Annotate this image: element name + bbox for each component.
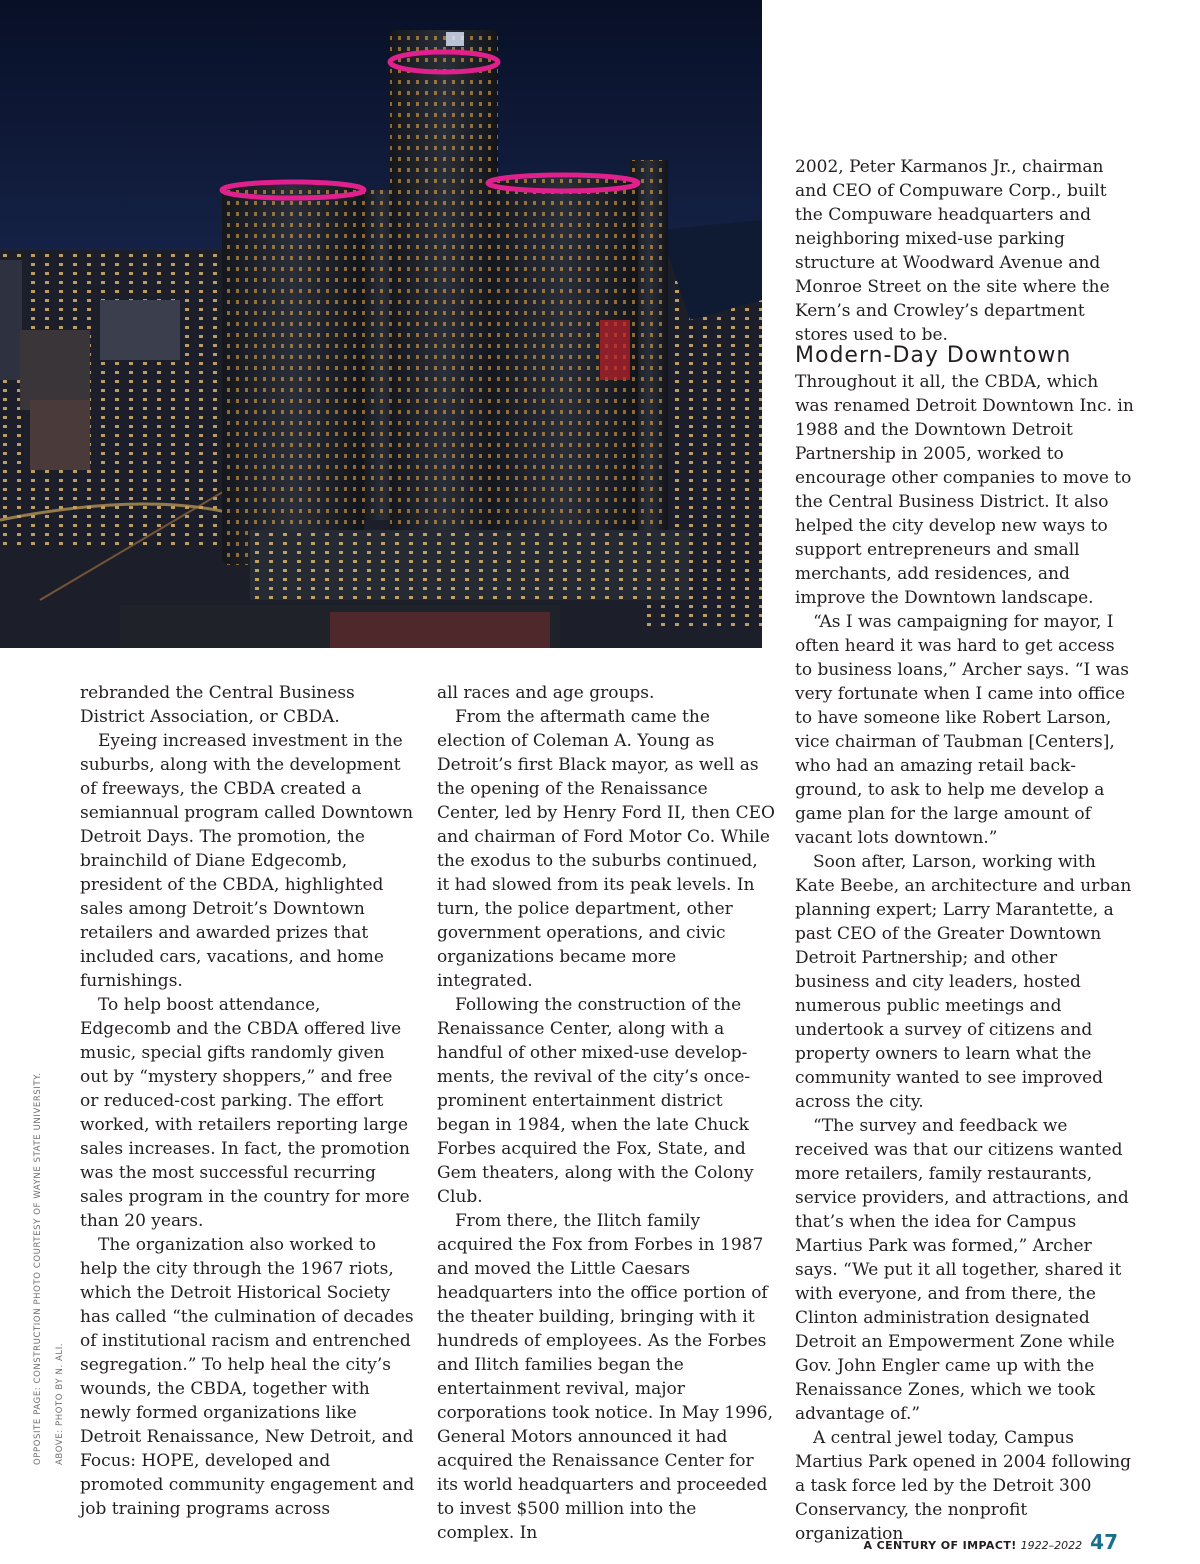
- renaissance-center-photo: [0, 0, 762, 648]
- paragraph: The organization also worked to help the city through the 1967 riots, which the Detroit Historical Society has called “the culmination of decades of institutional racism and entrenched segregation.” To help heal the city’s wounds, the CBDA, together with newly formed organizations like Detroit Renaissance, New Detroit, and Focus: HOPE, developed and promoted community engagement and job training programs across: [80, 1235, 415, 1519]
- page-footer: [864, 1530, 1118, 1554]
- paragraph: Following the construction of the Renaissance Center, along with a handful of other mixed-use developments, the revival of the city’s once-prominent entertainment district began in 1984, when the late Chuck Forbes acquired the Fox, State, and Gem theaters, along with the Colony Club.: [437, 995, 754, 1207]
- paragraph: A central jewel today, Campus Martius Park opened in 2004 following a task force led by the Detroit 300 Conservancy, the nonprofit organization: [795, 1428, 1132, 1544]
- article-column-1: [80, 681, 415, 1521]
- paragraph: Throughout it all, the CBDA, which was renamed Detroit Downtown Inc. in 1988 and the Downtown Detroit Partnership in 2005, worked to encourage other companies to move to the Central Business District. It also helped the city develop new ways to support entrepreneurs and small merchants, add residences, and improve the Downtown landscape.: [795, 372, 1134, 608]
- photo-credit-opposite: OPPOSITE PAGE: CONSTRUCTION PHOTO COURTESY OF WAYNE STATE UNIVERSITY.: [33, 1072, 43, 1465]
- paragraph: Eyeing increased investment in the suburbs, along with the development of freeways, the CBDA created a semiannual program called Downtown Detroit Days. The promotion, the brainchild of Diane Edgecomb, president of the CBDA, highlighted sales among Detroit’s Downtown retailers and awarded prizes that included cars, vacations, and home furnishings.: [80, 731, 414, 991]
- paragraph: 2002, Peter Karmanos Jr., chairman and CEO of Compuware Corp., built the Compuware headquarters and neighboring mixed-use parking structure at Woodward Avenue and Monroe Street on the site where the Kern’s and Crowley’s department stores used to be.: [795, 157, 1110, 345]
- publication-title: A CENTURY OF IMPACT!: [863, 1539, 1017, 1552]
- paragraph: Soon after, Larson, working with Kate Beebe, an architecture and urban planning expert; Larry Marantette, a past CEO of the Greater Downtown Detroit Partnership; and other business and city leaders, hosted numerous public meetings and undertook a survey of citizens and property owners to learn what the community wanted to see improved across the city.: [795, 852, 1132, 1112]
- article-column-3-top: [795, 155, 1135, 347]
- section-heading: Modern-Day Downtown: [795, 343, 1072, 368]
- paragraph: “As I was campaigning for mayor, I often heard it was hard to get access to business loans,” Archer says. “I was very fortunate when I came into office to have someone like Robert Larson, vice chairman of Taubman [Centers], who had an amazing retail background, to ask to help me develop a game plan for the large amount of vacant lots downtown.”: [795, 612, 1129, 848]
- publication-years: 1922–2022: [1020, 1539, 1083, 1552]
- paragraph: To help boost attendance, Edgecomb and the CBDA offered live music, special gifts randomly given out by “mystery shoppers,” and free or reduced-cost parking. The effort worked, with retailers reporting large sales increases. In fact, the promotion was the most successful recurring sales program in the country for more than 20 years.: [80, 995, 410, 1231]
- paragraph: “The survey and feedback we received was that our citizens wanted more retailers, family restaurants, service providers, and attractions, and that’s when the idea for Campus Martius Park was formed,” Archer says. “We put it all together, shared it with everyone, and from there, the Clinton administration designated Detroit an Empowerment Zone while Gov. John Engler came up with the Renaissance Zones, which we took advantage of.”: [795, 1116, 1129, 1424]
- page-number: 47: [1090, 1530, 1118, 1554]
- paragraph: all races and age groups.: [437, 683, 655, 703]
- renaissance-center-night-photo-icon: [0, 0, 762, 648]
- paragraph: From there, the Ilitch family acquired the Fox from Forbes in 1987 and moved the Little Caesars headquarters into the office portion of the theater building, bringing with it hundreds of employees. As the Forbes and Ilitch families began the entertainment revival, major corporations took notice. In May 1996, General Motors announced it had acquired the Renaissance Center for its world headquarters and proceeded to invest $500 million into the complex. In: [437, 1211, 773, 1543]
- paragraph: rebranded the Central Business District Association, or CBDA.: [80, 683, 355, 727]
- article-column-3: [795, 370, 1135, 1546]
- photo-credit-above: ABOVE: PHOTO BY N. ALI.: [55, 1342, 65, 1465]
- paragraph: From the aftermath came the election of Coleman A. Young as Detroit’s first Black mayor, as well as the opening of the Renaissance Center, led by Henry Ford II, then CEO and chairman of Ford Motor Co. While the exodus to the suburbs continued, it had slowed from its peak levels. In turn, the police department, other government operations, and civic organizations became more integrated.: [437, 707, 775, 991]
- article-column-2: [437, 681, 775, 1545]
